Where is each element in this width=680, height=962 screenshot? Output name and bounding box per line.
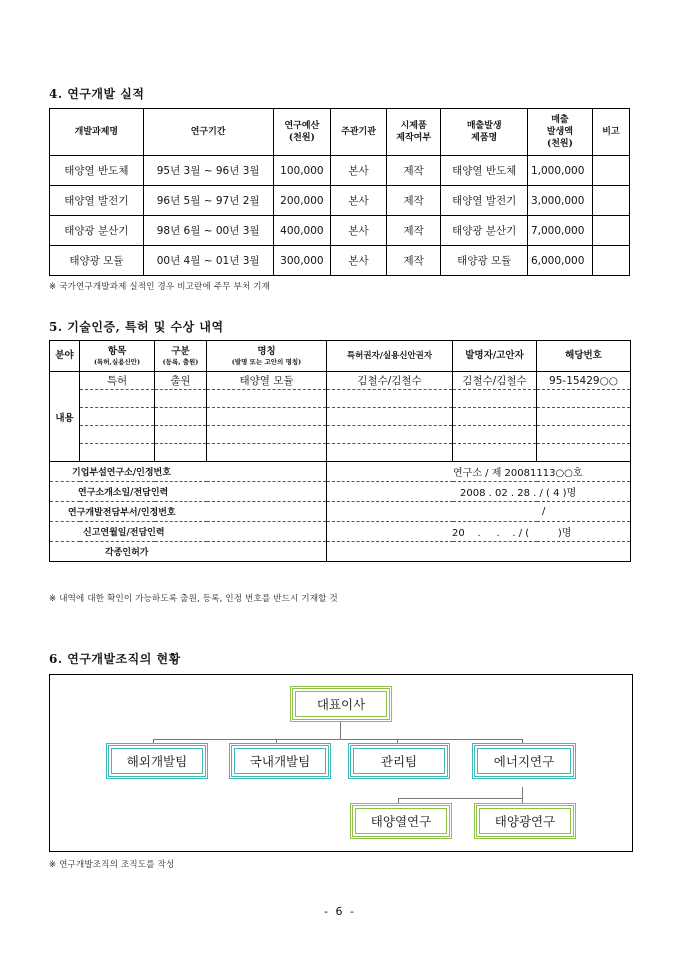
- org-box-team: 해외개발팀: [106, 743, 208, 779]
- footer-value: 연구소 / 제 20081113○○호: [327, 462, 631, 482]
- cell-org: 본사: [331, 216, 387, 246]
- cell-type: [155, 390, 207, 408]
- cell-inventor: [453, 390, 537, 408]
- footer-label: 연구소개소일/전담인력: [50, 482, 327, 502]
- connector-line: [340, 722, 341, 740]
- table-header-row: [50, 109, 630, 156]
- cell-sales: 6,000,000: [527, 246, 592, 276]
- cell-name: [207, 426, 327, 444]
- cell-product: 태양광 모듈: [441, 246, 528, 276]
- cell-remarks: [592, 186, 629, 216]
- header-holder: [327, 341, 453, 372]
- cell-holder: [327, 426, 453, 444]
- footer-label: 기업부설연구소/인정번호: [50, 462, 327, 482]
- footer-label: 각종인허가: [50, 542, 327, 562]
- header-division: [50, 341, 80, 372]
- footer-row: [50, 502, 631, 522]
- org-box-subteam: 태양열연구: [350, 803, 452, 839]
- table-row: [50, 156, 630, 186]
- footer-value: /: [327, 502, 631, 522]
- cell-type: [155, 444, 207, 462]
- page-number: - 6 -: [324, 905, 356, 918]
- cell-type: [155, 408, 207, 426]
- cell-org: 본사: [331, 186, 387, 216]
- cell-budget: 300,000: [273, 246, 331, 276]
- header-item: [80, 341, 155, 372]
- footer-value: [327, 542, 631, 562]
- cell-item: [80, 426, 155, 444]
- cell-budget: 200,000: [273, 186, 331, 216]
- cell-item: [80, 390, 155, 408]
- footer-label: 연구개발전담부서/인정번호: [50, 502, 327, 522]
- cell-period: 98년 6월 ~ 00년 3월: [143, 216, 273, 246]
- connector-line: [398, 798, 523, 799]
- cell-name: [207, 390, 327, 408]
- section5-note: ※ 내역에 대한 확인이 가능하도록 출원, 등록, 인정 번호를 반드시 기재할 것: [49, 594, 338, 604]
- header-item-sub: (특허,실용신안): [93, 357, 141, 366]
- rnd-performance-table: [49, 108, 630, 276]
- org-box-subteam: 태양광연구: [474, 803, 576, 839]
- cell-number: [537, 426, 631, 444]
- cell-sales: 1,000,000: [527, 156, 592, 186]
- cell-remarks: [592, 246, 629, 276]
- org-box-team: 국내개발팀: [229, 743, 331, 779]
- section5-title: 5. 기술인증, 특허 및 수상 내역: [49, 320, 224, 334]
- section6-title: 6. 연구개발조직의 현황: [49, 652, 181, 666]
- table-row: [50, 444, 631, 462]
- cell-item: [80, 408, 155, 426]
- cell-sales: 7,000,000: [527, 216, 592, 246]
- header-sales: 매출 발생액 (천원): [527, 109, 592, 156]
- cell-inventor: [453, 408, 537, 426]
- footer-value: 20 . . . / ( )명: [327, 522, 631, 542]
- header-project-name: 개발과제명: [50, 109, 144, 156]
- cell-holder: [327, 390, 453, 408]
- cell-holder: [327, 444, 453, 462]
- cell-project: 태양열 반도체: [50, 156, 144, 186]
- section4-title: 4. 연구개발 실적: [49, 87, 145, 101]
- cell-name: [207, 444, 327, 462]
- table-row: [50, 426, 631, 444]
- header-prototype: 시제품 제작여부: [386, 109, 441, 156]
- cell-name: [207, 408, 327, 426]
- cell-prototype: 제작: [386, 246, 441, 276]
- table-row: [50, 372, 631, 390]
- cell-inventor: [453, 426, 537, 444]
- header-number: [537, 341, 631, 372]
- footer-row: [50, 462, 631, 482]
- cell-period: 96년 5월 ~ 97년 2월: [143, 186, 273, 216]
- cell-remarks: [592, 216, 629, 246]
- content-side-label: 내용: [50, 372, 80, 462]
- cell-project: 태양광 모듈: [50, 246, 144, 276]
- header-remarks: 비고: [592, 109, 629, 156]
- header-division-label: 분야: [55, 350, 74, 361]
- footer-row: [50, 522, 631, 542]
- footer-row: [50, 482, 631, 502]
- section6-note: ※ 연구개발조직의 조직도를 작성: [49, 860, 175, 870]
- cell-period: 00년 4월 ~ 01년 3월: [143, 246, 273, 276]
- cell-project: 태양열 발전기: [50, 186, 144, 216]
- header-inventor-label: 발명자/고안자: [465, 350, 524, 361]
- cell-prototype: 제작: [386, 186, 441, 216]
- section4-note: ※ 국가연구개발과제 실적인 경우 비고란에 주무 부처 기재: [49, 282, 271, 292]
- header-name-main: 명칭: [257, 345, 276, 357]
- cell-sales: 3,000,000: [527, 186, 592, 216]
- cell-product: 태양열 발전기: [441, 186, 528, 216]
- cell-product: 태양광 분산기: [441, 216, 528, 246]
- certification-table: [49, 340, 631, 562]
- cell-project: 태양광 분산기: [50, 216, 144, 246]
- header-period: 연구기간: [143, 109, 273, 156]
- org-box-ceo: 대표이사: [290, 686, 392, 722]
- cell-product: 태양열 반도체: [441, 156, 528, 186]
- org-box-team: 관리팀: [348, 743, 450, 779]
- table-header-row: [50, 341, 631, 372]
- header-type-sub: (등록, 출원): [162, 357, 199, 366]
- table-row: [50, 186, 630, 216]
- cell-remarks: [592, 156, 629, 186]
- cell-budget: 100,000: [273, 156, 331, 186]
- cell-org: 본사: [331, 156, 387, 186]
- table-row: [50, 246, 630, 276]
- table-row: [50, 390, 631, 408]
- footer-row: [50, 542, 631, 562]
- header-type-main: 구분: [171, 345, 190, 357]
- cell-holder: 김철수/김철수: [327, 372, 453, 390]
- connector-line: [153, 739, 523, 740]
- cell-number: [537, 444, 631, 462]
- cell-org: 본사: [331, 246, 387, 276]
- cell-item: 특허: [80, 372, 155, 390]
- cell-number: 95-15429○○: [537, 372, 631, 390]
- table-row: [50, 216, 630, 246]
- cell-inventor: [453, 444, 537, 462]
- cell-prototype: 제작: [386, 156, 441, 186]
- cell-holder: [327, 408, 453, 426]
- footer-value: 2008 . 02 . 28 . / ( 4 )명: [327, 482, 631, 502]
- cell-number: [537, 408, 631, 426]
- cell-item: [80, 444, 155, 462]
- header-inventor: [453, 341, 537, 372]
- org-box-team: 에너지연구: [472, 743, 576, 779]
- cell-budget: 400,000: [273, 216, 331, 246]
- header-org: 주관기관: [331, 109, 387, 156]
- cell-name: 태양열 모듈: [207, 372, 327, 390]
- org-chart: [49, 674, 633, 852]
- header-number-label: 해당번호: [565, 350, 602, 361]
- header-name-sub: (발명 또는 고안의 명칭): [231, 357, 302, 366]
- header-item-main: 항목: [107, 345, 127, 357]
- cell-type: [155, 426, 207, 444]
- header-name: [207, 341, 327, 372]
- table-row: [50, 408, 631, 426]
- header-holder-label: 특허권자/실용신안권자: [346, 351, 433, 361]
- header-product: 매출발생 제품명: [441, 109, 528, 156]
- cell-number: [537, 390, 631, 408]
- footer-label: 신고연월일/전담인력: [50, 522, 327, 542]
- header-budget: 연구예산 (천원): [273, 109, 331, 156]
- cell-inventor: 김철수/김철수: [453, 372, 537, 390]
- cell-period: 95년 3월 ~ 96년 3월: [143, 156, 273, 186]
- header-type: [155, 341, 207, 372]
- cell-type: 출원: [155, 372, 207, 390]
- cell-prototype: 제작: [386, 216, 441, 246]
